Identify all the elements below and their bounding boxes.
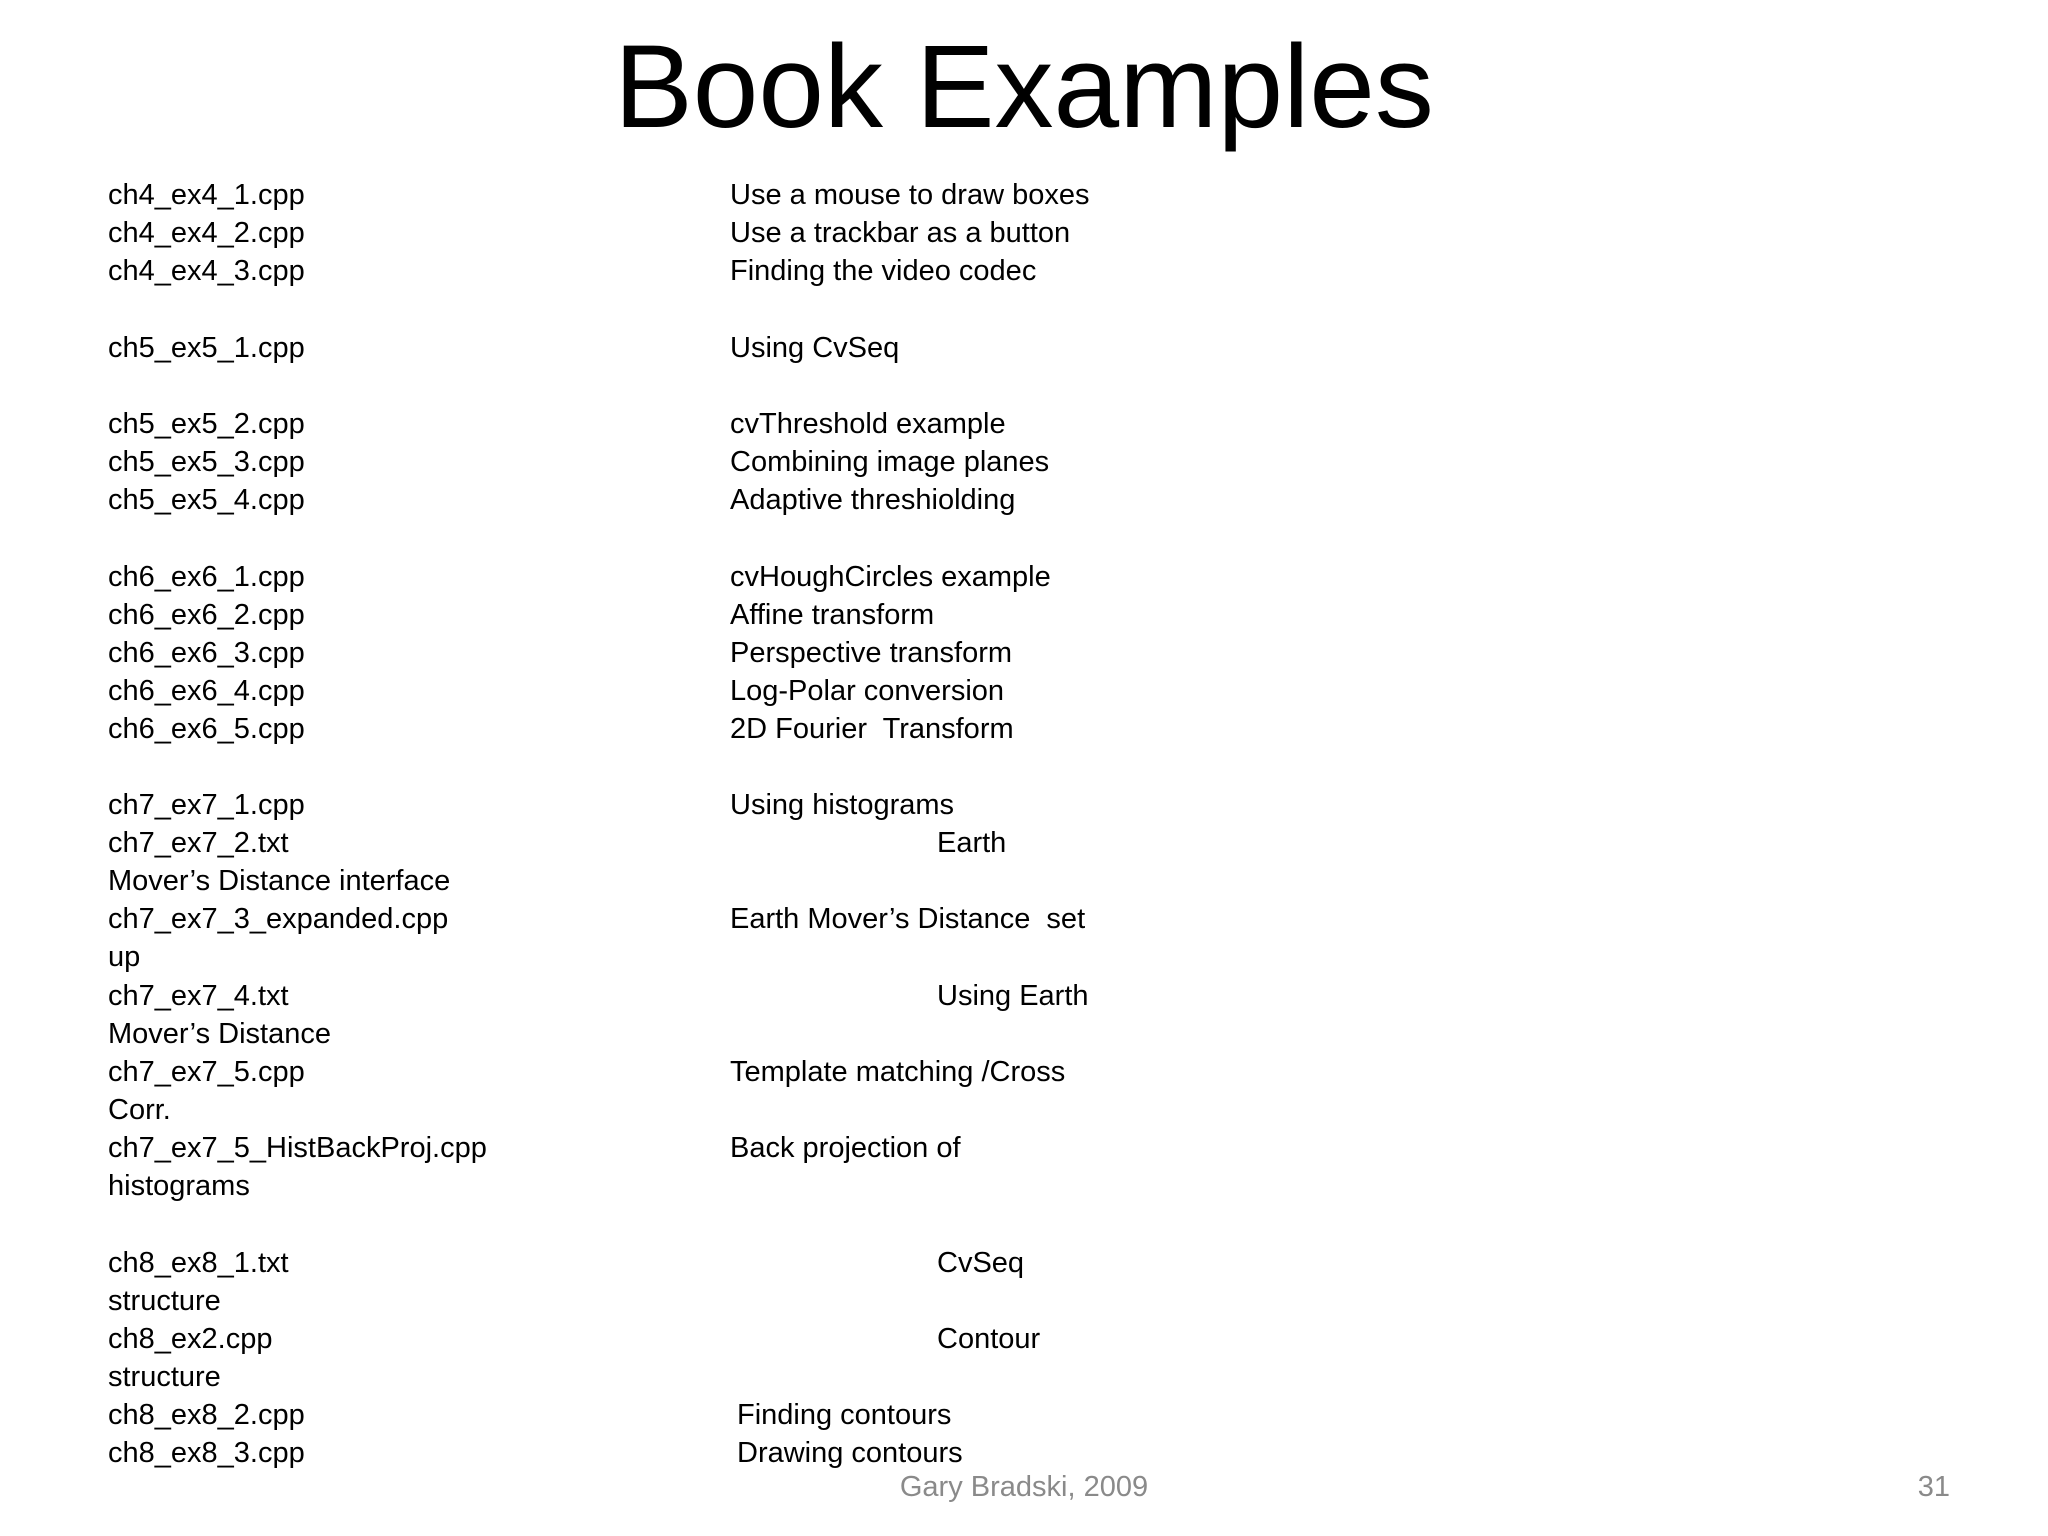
file-description: Affine transform — [730, 599, 935, 631]
file-name: ch7_ex7_2.txt — [108, 827, 289, 859]
file-description: Using Earth — [937, 980, 1089, 1012]
list-row — [0, 710, 2048, 748]
file-description: Use a mouse to draw boxes — [730, 179, 1090, 211]
list-row — [0, 481, 2048, 519]
description-continuation: structure — [108, 1285, 221, 1317]
file-name: ch5_ex5_3.cpp — [108, 446, 305, 478]
file-name: ch7_ex7_3_expanded.cpp — [108, 903, 449, 935]
page-number: 31 — [1917, 1471, 1950, 1503]
list-row — [0, 938, 2048, 976]
file-description: cvThreshold example — [730, 408, 1006, 440]
footer-author: Gary Bradski, 2009 — [899, 1471, 1149, 1503]
file-name: ch6_ex6_4.cpp — [108, 675, 305, 707]
file-name: ch4_ex4_3.cpp — [108, 255, 305, 287]
file-description: Finding contours — [737, 1399, 952, 1431]
description-continuation: Corr. — [108, 1094, 171, 1126]
file-description: Back projection of — [730, 1132, 961, 1164]
file-description: Using CvSeq — [730, 332, 900, 364]
list-row — [0, 1167, 2048, 1205]
file-description: Log-Polar conversion — [730, 675, 1005, 707]
list-row — [0, 558, 2048, 596]
file-name: ch5_ex5_1.cpp — [108, 332, 305, 364]
file-name: ch5_ex5_4.cpp — [108, 484, 305, 516]
list-row — [0, 1091, 2048, 1129]
file-description: 2D Fourier Transform — [730, 713, 1014, 745]
file-description: CvSeq — [937, 1247, 1025, 1279]
file-name: ch8_ex8_2.cpp — [108, 1399, 305, 1431]
list-row — [0, 176, 2048, 214]
description-continuation: Mover’s Distance — [108, 1018, 331, 1050]
list-row — [0, 900, 2048, 938]
description-continuation: up — [108, 941, 141, 973]
file-name: ch7_ex7_5.cpp — [108, 1056, 305, 1088]
file-name: ch4_ex4_1.cpp — [108, 179, 305, 211]
file-description: Earth Mover’s Distance set — [730, 903, 1086, 935]
file-name: ch8_ex8_1.txt — [108, 1247, 289, 1279]
file-description: Earth — [937, 827, 1007, 859]
description-continuation: structure — [108, 1361, 221, 1393]
file-name: ch7_ex7_5_HistBackProj.cpp — [108, 1132, 487, 1164]
list-row — [0, 1015, 2048, 1053]
list-row — [0, 1434, 2048, 1472]
file-name: ch6_ex6_3.cpp — [108, 637, 305, 669]
list-row — [0, 405, 2048, 443]
file-description: Drawing contours — [737, 1437, 963, 1469]
file-name: ch8_ex8_3.cpp — [108, 1437, 305, 1469]
list-row — [0, 443, 2048, 481]
list-row — [0, 1320, 2048, 1358]
list-row — [0, 1282, 2048, 1320]
list-row — [0, 977, 2048, 1015]
description-continuation: histograms — [108, 1170, 250, 1202]
file-description: Adaptive threshiolding — [730, 484, 1016, 516]
list-row — [0, 329, 2048, 367]
list-row — [0, 596, 2048, 634]
list-row — [0, 786, 2048, 824]
file-name: ch8_ex2.cpp — [108, 1323, 273, 1355]
list-row — [0, 862, 2048, 900]
list-row — [0, 1396, 2048, 1434]
file-name: ch6_ex6_5.cpp — [108, 713, 305, 745]
list-row — [0, 672, 2048, 710]
list-row — [0, 1053, 2048, 1091]
file-name: ch6_ex6_2.cpp — [108, 599, 305, 631]
description-continuation: Mover’s Distance interface — [108, 865, 451, 897]
list-row — [0, 1129, 2048, 1167]
list-row — [0, 252, 2048, 290]
file-name: ch5_ex5_2.cpp — [108, 408, 305, 440]
file-description: Perspective transform — [730, 637, 1013, 669]
file-name: ch4_ex4_2.cpp — [108, 217, 305, 249]
file-description: Use a trackbar as a button — [730, 217, 1071, 249]
file-description: cvHoughCircles example — [730, 561, 1051, 593]
file-name: ch7_ex7_4.txt — [108, 980, 289, 1012]
file-description: Contour — [937, 1323, 1041, 1355]
file-description: Template matching /Cross — [730, 1056, 1066, 1088]
file-description: Using histograms — [730, 789, 955, 821]
file-description: Finding the video codec — [730, 255, 1037, 287]
list-row — [0, 1358, 2048, 1396]
list-row — [0, 824, 2048, 862]
slide-title: Book Examples — [614, 21, 1434, 153]
list-row — [0, 214, 2048, 252]
file-name: ch7_ex7_1.cpp — [108, 789, 305, 821]
list-row — [0, 1244, 2048, 1282]
file-description: Combining image planes — [730, 446, 1050, 478]
file-name: ch6_ex6_1.cpp — [108, 561, 305, 593]
list-row — [0, 634, 2048, 672]
